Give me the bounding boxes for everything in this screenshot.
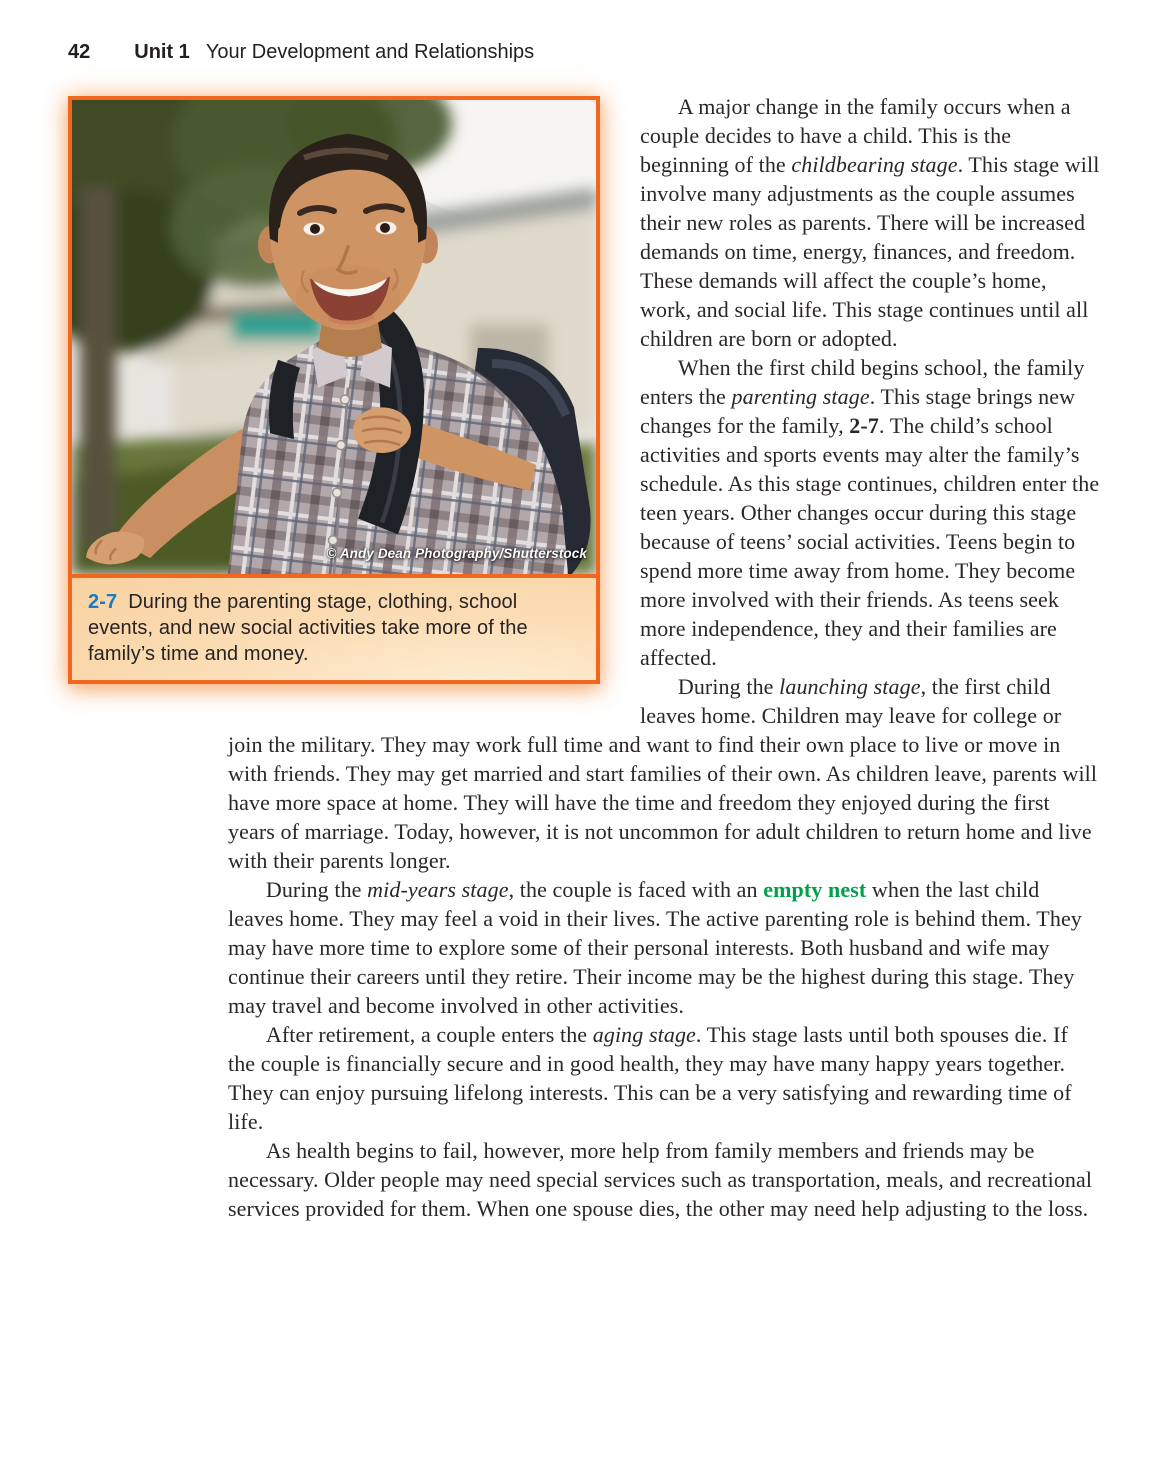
body-paragraph: During the launching stage, the first child leaves home. Children may leave for college or join the military. They may work full time and want to find their own place to live or move in with friends. They may get married and start families of their own. As children leave, parents will have more space at home. They will have the time and freedom they enjoyed during the first years of marriage. Today, however, it is not uncommon for adult children to return home and live with their parents longer. xyxy=(228,674,1098,873)
page-number: 42 xyxy=(68,41,91,63)
page-header xyxy=(68,40,534,64)
figure-frame xyxy=(68,96,600,684)
figure-photo xyxy=(72,100,596,578)
photo-credit: © Andy Dean Photography/Shutterstock xyxy=(326,546,587,561)
page-content xyxy=(88,92,1100,1223)
boy-with-backpack-illustration xyxy=(72,100,596,574)
unit-label: Unit 1 xyxy=(134,41,190,63)
figure-2-7 xyxy=(68,96,600,684)
body-paragraph: When the first child begins school, the family enters the parenting stage. This stage brings new changes for the family, 2-7. The child’s school activities and sports events may alter the family’s schedule. As this stage continues, children enter the teen years. Other changes occur during this stage because of teens’ social activities. Teens begin to spend more time away from home. They become more involved with their friends. As teens seek more independence, they and their families are affected. xyxy=(640,355,1100,670)
figure-caption xyxy=(72,578,596,680)
figure-caption-label: 2-7 xyxy=(88,591,118,613)
body-paragraph: After retirement, a couple enters the aging stage. This stage lasts until both spouses die. If the couple is financially secure and in good health, they may have many happy years together. They can enjoy pursuing lifelong interests. This can be a very satisfying and rewarding time of life. xyxy=(228,1022,1072,1134)
body-paragraph: During the mid-years stage, the couple is faced with an empty nest when the last child leaves home. They may feel a void in their lives. The active parenting role is behind them. They may have more time to explore some of their personal interests. Both husband and wife may continue their careers until they retire. Their income may be the highest during this stage. They may travel and become involved in other activities. xyxy=(228,877,1082,1018)
body-paragraph: A major change in the family occurs when a couple decides to have a child. This is the beginning of the childbearing stage. This stage will involve many adjustments as the couple assumes their new roles as parents. There will be increased demands on time, energy, finances, and freedom. These demands will affect the couple’s home, work, and social life. This stage continues until all children are born or adopted. xyxy=(640,94,1100,351)
body-paragraph: As health begins to fail, however, more help from family members and friends may be necessary. Older people may need special services such as transportation, meals, and recreational services provided for them. When one spouse dies, the other may need help adjusting to the loss. xyxy=(228,1138,1093,1221)
figure-caption-text: During the parenting stage, clothing, school events, and new social activities take more of the family’s time and money. xyxy=(88,591,528,665)
unit-title: Your Development and Relationships xyxy=(205,41,535,63)
